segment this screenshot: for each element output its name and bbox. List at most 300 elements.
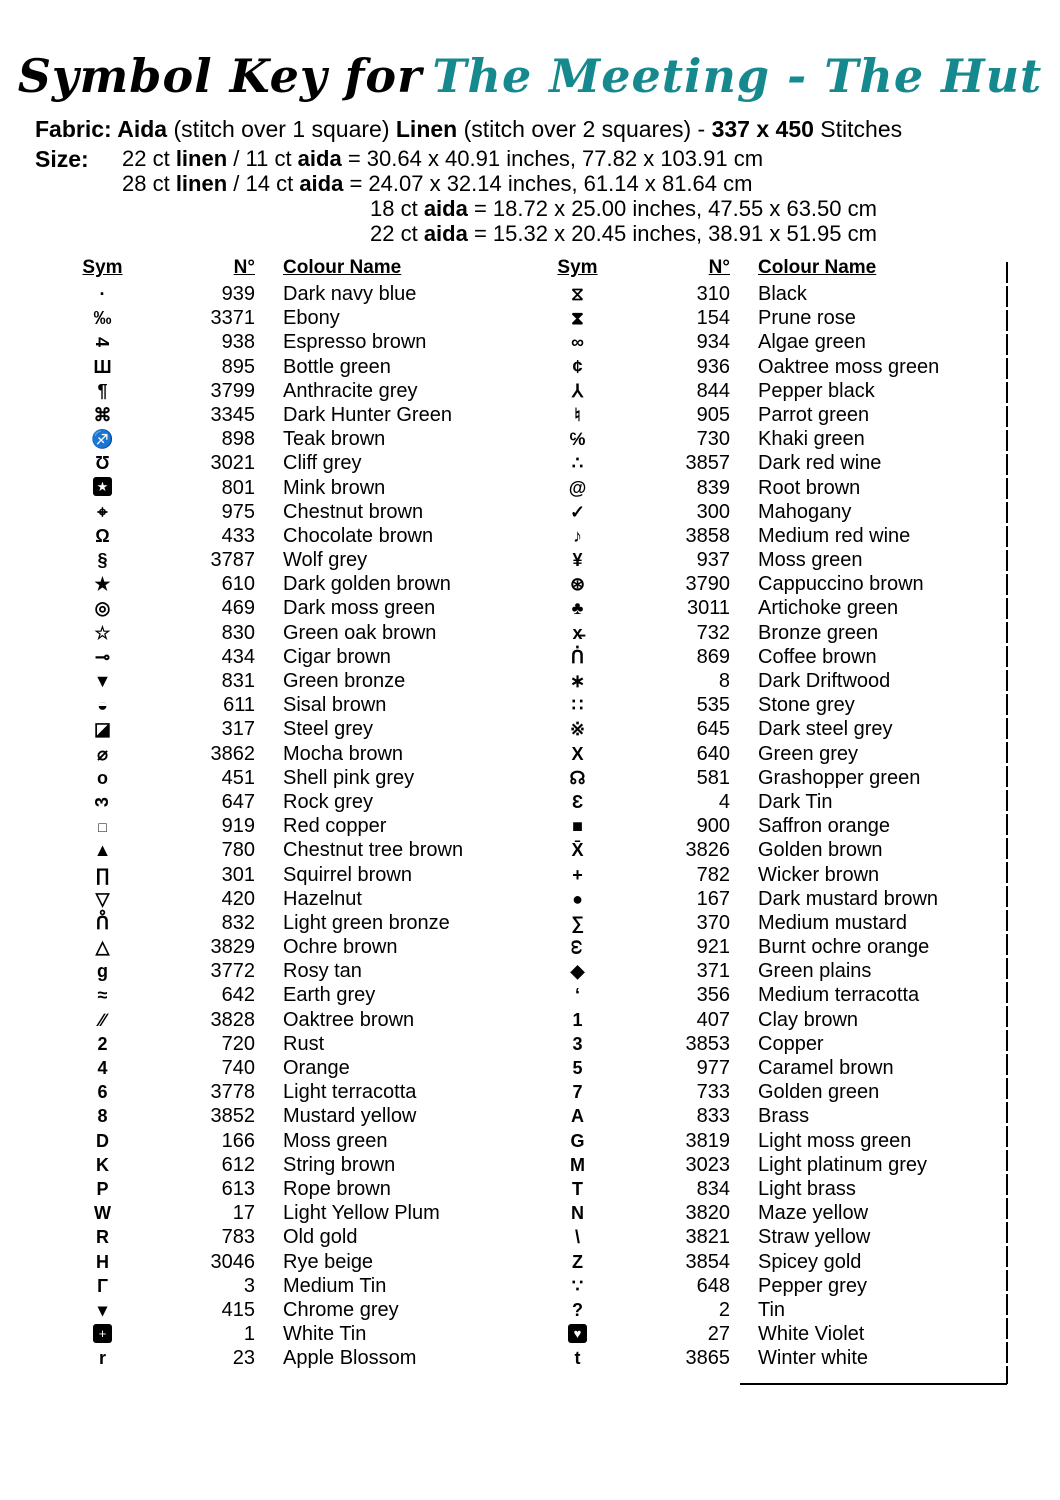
symbol-cell: [60, 1032, 145, 1056]
thread-number-cell: 645: [696, 718, 730, 741]
thread-number-cell: 780: [221, 839, 255, 862]
colour-name-cell: Dark golden brown: [283, 573, 451, 596]
key-group-2: [535, 256, 1005, 1370]
stitch-symbol: ■: [572, 816, 583, 837]
thread-number-cell: 451: [221, 766, 255, 789]
symbol-cell: [60, 1225, 145, 1249]
colour-name-cell: Dark mustard brown: [758, 887, 939, 910]
stitch-symbol: ▽: [95, 888, 110, 909]
thread-number-cell: 3826: [685, 839, 730, 862]
thread-number-cell: 167: [696, 887, 730, 910]
colour-name-cell: Rope brown: [283, 1177, 391, 1200]
symbol-cell: [535, 451, 620, 475]
thread-number-cell: 433: [221, 524, 255, 547]
key-row: [535, 306, 1005, 330]
colour-name-cell: Light green bronze: [283, 911, 450, 934]
colour-name-cell: Prune rose: [758, 307, 856, 330]
colour-name-cell: Light platinum grey: [758, 1153, 927, 1176]
symbol-cell: [60, 1104, 145, 1128]
thread-number-cell: 844: [696, 379, 730, 402]
header-number: N°: [233, 257, 255, 278]
thread-number-cell: 613: [221, 1177, 255, 1200]
stitch-symbol: ✓: [569, 501, 586, 522]
colour-name-cell: Hazelnut: [283, 887, 362, 910]
thread-number-cell: 1: [243, 1323, 255, 1346]
symbol-cell: [535, 790, 620, 814]
page-title-prefix: Symbol Key for: [17, 49, 423, 103]
thread-number-cell: 936: [696, 355, 730, 378]
colour-name-cell: Straw yellow: [758, 1226, 871, 1249]
key-row: [60, 451, 535, 475]
stitch-symbol: ·: [99, 284, 106, 304]
colour-name-cell: Medium terracotta: [758, 984, 920, 1007]
stitch-symbol: ♐: [91, 429, 114, 450]
colour-name-cell: Squirrel brown: [283, 863, 412, 886]
thread-number-cell: 356: [696, 984, 730, 1007]
colour-name-cell: Cliff grey: [283, 452, 362, 475]
colour-name-cell: Light moss green: [758, 1129, 912, 1152]
thread-number-cell: 900: [696, 815, 730, 838]
symbol-cell: [60, 1274, 145, 1298]
colour-name-cell: Cigar brown: [283, 645, 391, 668]
stitch-symbol: ⌖: [97, 501, 108, 522]
key-row: [60, 790, 535, 814]
key-row: [535, 548, 1005, 572]
colour-name-cell: Grashopper green: [758, 766, 921, 789]
key-header-row: [535, 256, 1005, 282]
key-row: [60, 1080, 535, 1104]
thread-number-cell: 23: [232, 1347, 255, 1370]
colour-name-cell: Steel grey: [283, 718, 374, 741]
stitch-symbol: ‘: [574, 985, 580, 1006]
stitch-symbol: 2: [97, 1033, 108, 1054]
key-row: [535, 1032, 1005, 1056]
colour-name-cell: Mocha brown: [283, 742, 404, 765]
stitch-symbol: ▲: [93, 840, 112, 861]
symbol-cell: [535, 1201, 620, 1225]
symbol-cell: [60, 863, 145, 887]
thread-number-cell: 27: [707, 1323, 730, 1346]
key-row: [60, 1298, 535, 1322]
thread-number-cell: 3857: [685, 452, 730, 475]
colour-name-cell: Rosy tan: [283, 960, 362, 983]
symbol-cell: [60, 814, 145, 839]
thread-number-cell: 17: [232, 1202, 255, 1225]
fabric-line: [0, 116, 1060, 143]
stitch-symbol: Ʊ: [95, 453, 110, 474]
colour-name-cell: Bronze green: [758, 621, 879, 644]
key-row: [535, 379, 1005, 403]
key-row: [535, 1177, 1005, 1201]
colour-name-cell: Oaktree moss green: [758, 355, 940, 378]
symbol-cell: [60, 1298, 145, 1322]
stitch-symbol: ☆: [94, 622, 111, 643]
colour-name-cell: Chestnut brown: [283, 500, 424, 523]
symbol-cell: [60, 766, 145, 790]
key-row: [535, 766, 1005, 790]
thread-number-cell: 371: [696, 960, 730, 983]
text-segment: aida: [297, 146, 342, 171]
symbol-cell: [535, 379, 620, 403]
key-row: [60, 935, 535, 959]
size-line: [370, 196, 1060, 221]
symbol-cell: [60, 1177, 145, 1201]
key-row: [60, 863, 535, 887]
key-row: [60, 645, 535, 669]
size-line: [122, 146, 1060, 171]
stitch-symbol: ⌘: [93, 404, 112, 425]
thread-number-cell: 937: [696, 549, 730, 572]
table-bottom-border: [740, 1383, 1007, 1385]
key-row: [60, 282, 535, 306]
stitch-symbol: D: [96, 1130, 109, 1151]
stitch-symbol: ∴: [571, 453, 584, 474]
key-row: [535, 403, 1005, 427]
stitch-symbol: ♥: [568, 1324, 587, 1343]
symbol-cell: [60, 1322, 145, 1346]
colour-name-cell: Dark Hunter Green: [283, 403, 452, 426]
key-row: [60, 983, 535, 1007]
stitch-symbol: ★: [93, 477, 112, 496]
symbol-cell: [535, 1225, 620, 1249]
key-row: [60, 548, 535, 572]
stitch-symbol: K: [96, 1154, 109, 1175]
colour-name-cell: Mink brown: [283, 476, 386, 499]
symbol-cell: [60, 742, 145, 766]
colour-name-cell: Medium mustard: [758, 911, 907, 934]
symbol-cell: [535, 330, 620, 354]
symbol-cell: [535, 1056, 620, 1080]
thread-number-cell: 310: [696, 283, 730, 305]
symbol-cell: [60, 621, 145, 645]
key-row: [60, 355, 535, 379]
symbol-cell: [60, 379, 145, 403]
stitch-symbol: R: [96, 1227, 109, 1248]
stitch-symbol: ∕∕: [99, 1009, 106, 1030]
colour-name-cell: Espresso brown: [283, 331, 427, 354]
thread-number-cell: 834: [696, 1177, 730, 1200]
key-row: [535, 645, 1005, 669]
colour-name-cell: Shell pink grey: [283, 766, 415, 789]
thread-number-cell: 612: [221, 1153, 255, 1176]
thread-number-cell: 905: [696, 403, 730, 426]
colour-name-cell: Teak brown: [283, 428, 386, 451]
key-row: [60, 911, 535, 935]
colour-name-cell: Apple Blossom: [283, 1347, 417, 1370]
page-title: [0, 50, 1060, 102]
size-line: [370, 221, 1060, 246]
symbol-cell: [535, 1298, 620, 1322]
key-row: [60, 838, 535, 862]
key-row: [535, 669, 1005, 693]
symbol-cell: [60, 306, 145, 330]
symbol-cell: [60, 1080, 145, 1104]
symbol-cell: [60, 451, 145, 475]
page-title-pattern-name: The Meeting - The Hut: [432, 49, 1043, 103]
symbol-cell: [535, 1274, 620, 1298]
size-lines: [0, 146, 1060, 246]
symbol-cell: [535, 1032, 620, 1056]
stitch-symbol: ⊛: [569, 574, 586, 595]
colour-name-cell: Chrome grey: [283, 1298, 399, 1321]
key-row: [535, 1225, 1005, 1249]
colour-name-cell: Saffron orange: [758, 815, 890, 838]
symbol-cell: [535, 887, 620, 911]
colour-name-cell: Green grey: [758, 742, 859, 765]
text-segment: Fabric:: [35, 116, 118, 142]
symbol-cell: [60, 330, 145, 354]
symbol-cell: [60, 1250, 145, 1274]
symbol-cell: [535, 427, 620, 451]
stitch-symbol: ᑏ: [570, 646, 585, 667]
thread-number-cell: 434: [221, 645, 255, 668]
thread-number-cell: 3772: [210, 960, 255, 983]
colour-name-cell: Brass: [758, 1105, 810, 1128]
symbol-cell: [535, 983, 620, 1007]
colour-name-cell: Algae green: [758, 331, 866, 354]
colour-name-cell: Old gold: [283, 1226, 358, 1249]
thread-number-cell: 642: [221, 984, 255, 1007]
stitch-symbol: Z: [572, 1251, 583, 1272]
thread-number-cell: 720: [221, 1032, 255, 1055]
key-row: [535, 863, 1005, 887]
colour-name-cell: Ochre brown: [283, 936, 398, 959]
thread-number-cell: 830: [221, 621, 255, 644]
stitch-symbol: W: [94, 1203, 111, 1224]
key-row: [60, 621, 535, 645]
colour-name-cell: White Violet: [758, 1323, 865, 1346]
symbol-cell: [535, 1129, 620, 1153]
stitch-symbol: ¶: [97, 380, 108, 401]
thread-number-cell: 154: [696, 307, 730, 330]
key-row: [535, 572, 1005, 596]
thread-number-cell: 640: [696, 742, 730, 765]
stitch-symbol: r: [98, 1348, 106, 1369]
colour-name-cell: Rye beige: [283, 1250, 374, 1273]
symbol-cell: [535, 500, 620, 524]
symbol-cell: [60, 476, 145, 500]
stitch-symbol: ●: [572, 888, 583, 909]
stitch-symbol: ω: [567, 939, 588, 955]
thread-number-cell: 4: [718, 790, 730, 813]
key-row: [535, 1080, 1005, 1104]
key-row: [60, 887, 535, 911]
key-row: [535, 1298, 1005, 1322]
stitch-symbol: ∷: [571, 695, 584, 716]
thread-number-cell: 3828: [210, 1008, 255, 1031]
stitch-symbol: M: [570, 1154, 585, 1175]
header-sym: Sym: [557, 257, 598, 278]
symbol-cell: [60, 790, 145, 814]
thread-number-cell: 8: [718, 670, 730, 692]
stitch-symbol: △: [95, 937, 110, 958]
thread-number-cell: 469: [221, 597, 255, 620]
thread-number-cell: 782: [696, 863, 730, 886]
text-segment: 18 ct: [370, 196, 424, 221]
text-segment: = 18.72 x 25.00 inches, 47.55 x 63.50 cm: [467, 196, 877, 221]
key-row: [60, 379, 535, 403]
key-group-1: [60, 256, 535, 1370]
colour-name-cell: Cappuccino brown: [758, 573, 924, 596]
thread-number-cell: 732: [696, 621, 730, 644]
stitch-symbol: A: [571, 1106, 584, 1127]
thread-number-cell: 801: [221, 476, 255, 499]
stitch-symbol: □: [98, 819, 107, 836]
colour-name-cell: Chocolate brown: [283, 524, 434, 547]
stitch-symbol: Ω: [95, 525, 110, 546]
symbol-cell: [535, 1104, 620, 1128]
text-segment: 28 ct: [122, 171, 176, 196]
stitch-symbol: \: [574, 1227, 580, 1248]
thread-number-cell: 610: [221, 573, 255, 596]
colour-name-cell: Oaktree brown: [283, 1008, 415, 1031]
thread-number-cell: 166: [221, 1129, 255, 1152]
text-segment: / 14 ct: [227, 171, 300, 196]
thread-number-cell: 3821: [685, 1226, 730, 1249]
meta-block: [0, 116, 1060, 246]
symbol-cell: [535, 282, 620, 306]
key-row: [60, 306, 535, 330]
symbol-cell: [60, 717, 145, 741]
symbol-cell: [535, 959, 620, 983]
colour-name-cell: Pepper grey: [758, 1274, 867, 1297]
stitch-symbol: ◎: [94, 598, 111, 619]
symbol-cell: [60, 693, 145, 717]
size-line: [122, 171, 1060, 196]
header-colour-name: Colour Name: [283, 257, 402, 278]
thread-number-cell: 420: [221, 887, 255, 910]
colour-name-cell: Dark moss green: [283, 597, 436, 620]
stitch-symbol: ≈: [97, 985, 108, 1006]
colour-name-cell: Green oak brown: [283, 621, 437, 644]
key-row: [535, 742, 1005, 766]
symbol-cell: [60, 935, 145, 959]
thread-number-cell: 3854: [685, 1250, 730, 1273]
symbol-cell: [60, 596, 145, 620]
key-row: [60, 403, 535, 427]
stitch-symbol: 1: [572, 1009, 583, 1030]
thread-number-cell: 3046: [210, 1250, 255, 1273]
symbol-cell: [60, 838, 145, 862]
key-row: [535, 1129, 1005, 1153]
stitch-symbol: ◒: [97, 695, 108, 716]
stitch-symbol: ∏: [95, 864, 110, 885]
key-row: [60, 1201, 535, 1225]
key-row: [535, 282, 1005, 306]
colour-name-cell: Light brass: [758, 1177, 856, 1200]
thread-number-cell: 301: [221, 863, 255, 886]
key-row: [535, 959, 1005, 983]
thread-number-cell: 3862: [210, 742, 255, 765]
key-row: [60, 693, 535, 717]
key-row: [60, 330, 535, 354]
symbol-cell: [535, 645, 620, 669]
key-row: [535, 596, 1005, 620]
key-row: [535, 1274, 1005, 1298]
thread-number-cell: 839: [696, 476, 730, 499]
text-segment: = 15.32 x 20.45 inches, 38.91 x 51.95 cm: [467, 221, 877, 246]
stitch-symbol: x̵: [572, 622, 583, 643]
stitch-symbol: X̄: [571, 840, 584, 861]
symbol-cell: [60, 911, 145, 935]
symbol-cell: [60, 427, 145, 451]
colour-name-cell: Coffee brown: [758, 645, 877, 668]
key-row: [60, 1177, 535, 1201]
colour-name-cell: Burnt ochre orange: [758, 936, 930, 959]
colour-name-cell: Dark red wine: [758, 452, 882, 475]
symbol-cell: [535, 911, 620, 935]
stitch-symbol: ▼: [93, 671, 112, 691]
colour-name-cell: Black: [758, 283, 807, 305]
stitch-symbol: X: [571, 743, 584, 764]
thread-number-cell: 3799: [210, 379, 255, 402]
stitch-symbol: ⧗: [571, 308, 584, 329]
key-row: [535, 1153, 1005, 1177]
header-sym: Sym: [82, 257, 123, 278]
thread-number-cell: 317: [221, 718, 255, 741]
symbol-cell: [60, 524, 145, 548]
stitch-symbol: ☊: [569, 767, 586, 788]
colour-name-cell: Root brown: [758, 476, 861, 499]
text-segment: 337 x 450: [711, 116, 814, 142]
stitch-symbol: ▾: [97, 1299, 108, 1320]
colour-name-cell: Spicey gold: [758, 1250, 862, 1273]
thread-number-cell: 3011: [686, 597, 730, 620]
colour-name-cell: Moss green: [283, 1129, 388, 1152]
colour-name-cell: Chestnut tree brown: [283, 839, 464, 862]
thread-number-cell: 370: [696, 911, 730, 934]
key-row: [535, 935, 1005, 959]
stitch-symbol: ᑍ: [95, 912, 110, 933]
key-row: [535, 524, 1005, 548]
thread-number-cell: 740: [221, 1057, 255, 1079]
text-segment: / 11 ct: [227, 146, 298, 171]
symbol-cell: [60, 1056, 145, 1080]
key-row: [535, 427, 1005, 451]
thread-number-cell: 2: [718, 1298, 730, 1321]
key-row: [60, 1274, 535, 1298]
text-segment: 22 ct: [122, 146, 176, 171]
stitch-symbol: ★: [94, 574, 111, 595]
thread-number-cell: 3852: [210, 1105, 255, 1128]
symbol-cell: [60, 500, 145, 524]
thread-number-cell: 919: [221, 815, 255, 838]
stitch-symbol: ∞: [571, 332, 584, 353]
symbol-cell: [60, 1346, 145, 1370]
thread-number-cell: 3021: [210, 452, 255, 475]
thread-number-cell: 648: [696, 1274, 730, 1297]
key-row: [60, 500, 535, 524]
colour-name-cell: Golden brown: [758, 839, 883, 862]
thread-number-cell: 300: [696, 500, 730, 523]
key-table: [0, 256, 1060, 1370]
symbol-cell: [535, 766, 620, 790]
colour-name-cell: Stone grey: [758, 694, 855, 717]
colour-name-cell: Green plains: [758, 960, 872, 983]
colour-name-cell: Dark Tin: [758, 790, 833, 813]
text-segment: = 30.64 x 40.91 inches, 77.82 x 103.91 cm: [341, 146, 764, 171]
stitch-symbol: 5: [572, 1058, 583, 1078]
symbol-cell: [535, 693, 620, 717]
text-segment: Linen: [395, 116, 458, 142]
thread-number-cell: 407: [696, 1008, 730, 1031]
thread-number-cell: 832: [221, 911, 255, 934]
key-row: [535, 451, 1005, 475]
key-row: [535, 1322, 1005, 1346]
colour-name-cell: Khaki green: [758, 428, 865, 451]
symbol-cell: [535, 814, 620, 838]
key-row: [60, 959, 535, 983]
